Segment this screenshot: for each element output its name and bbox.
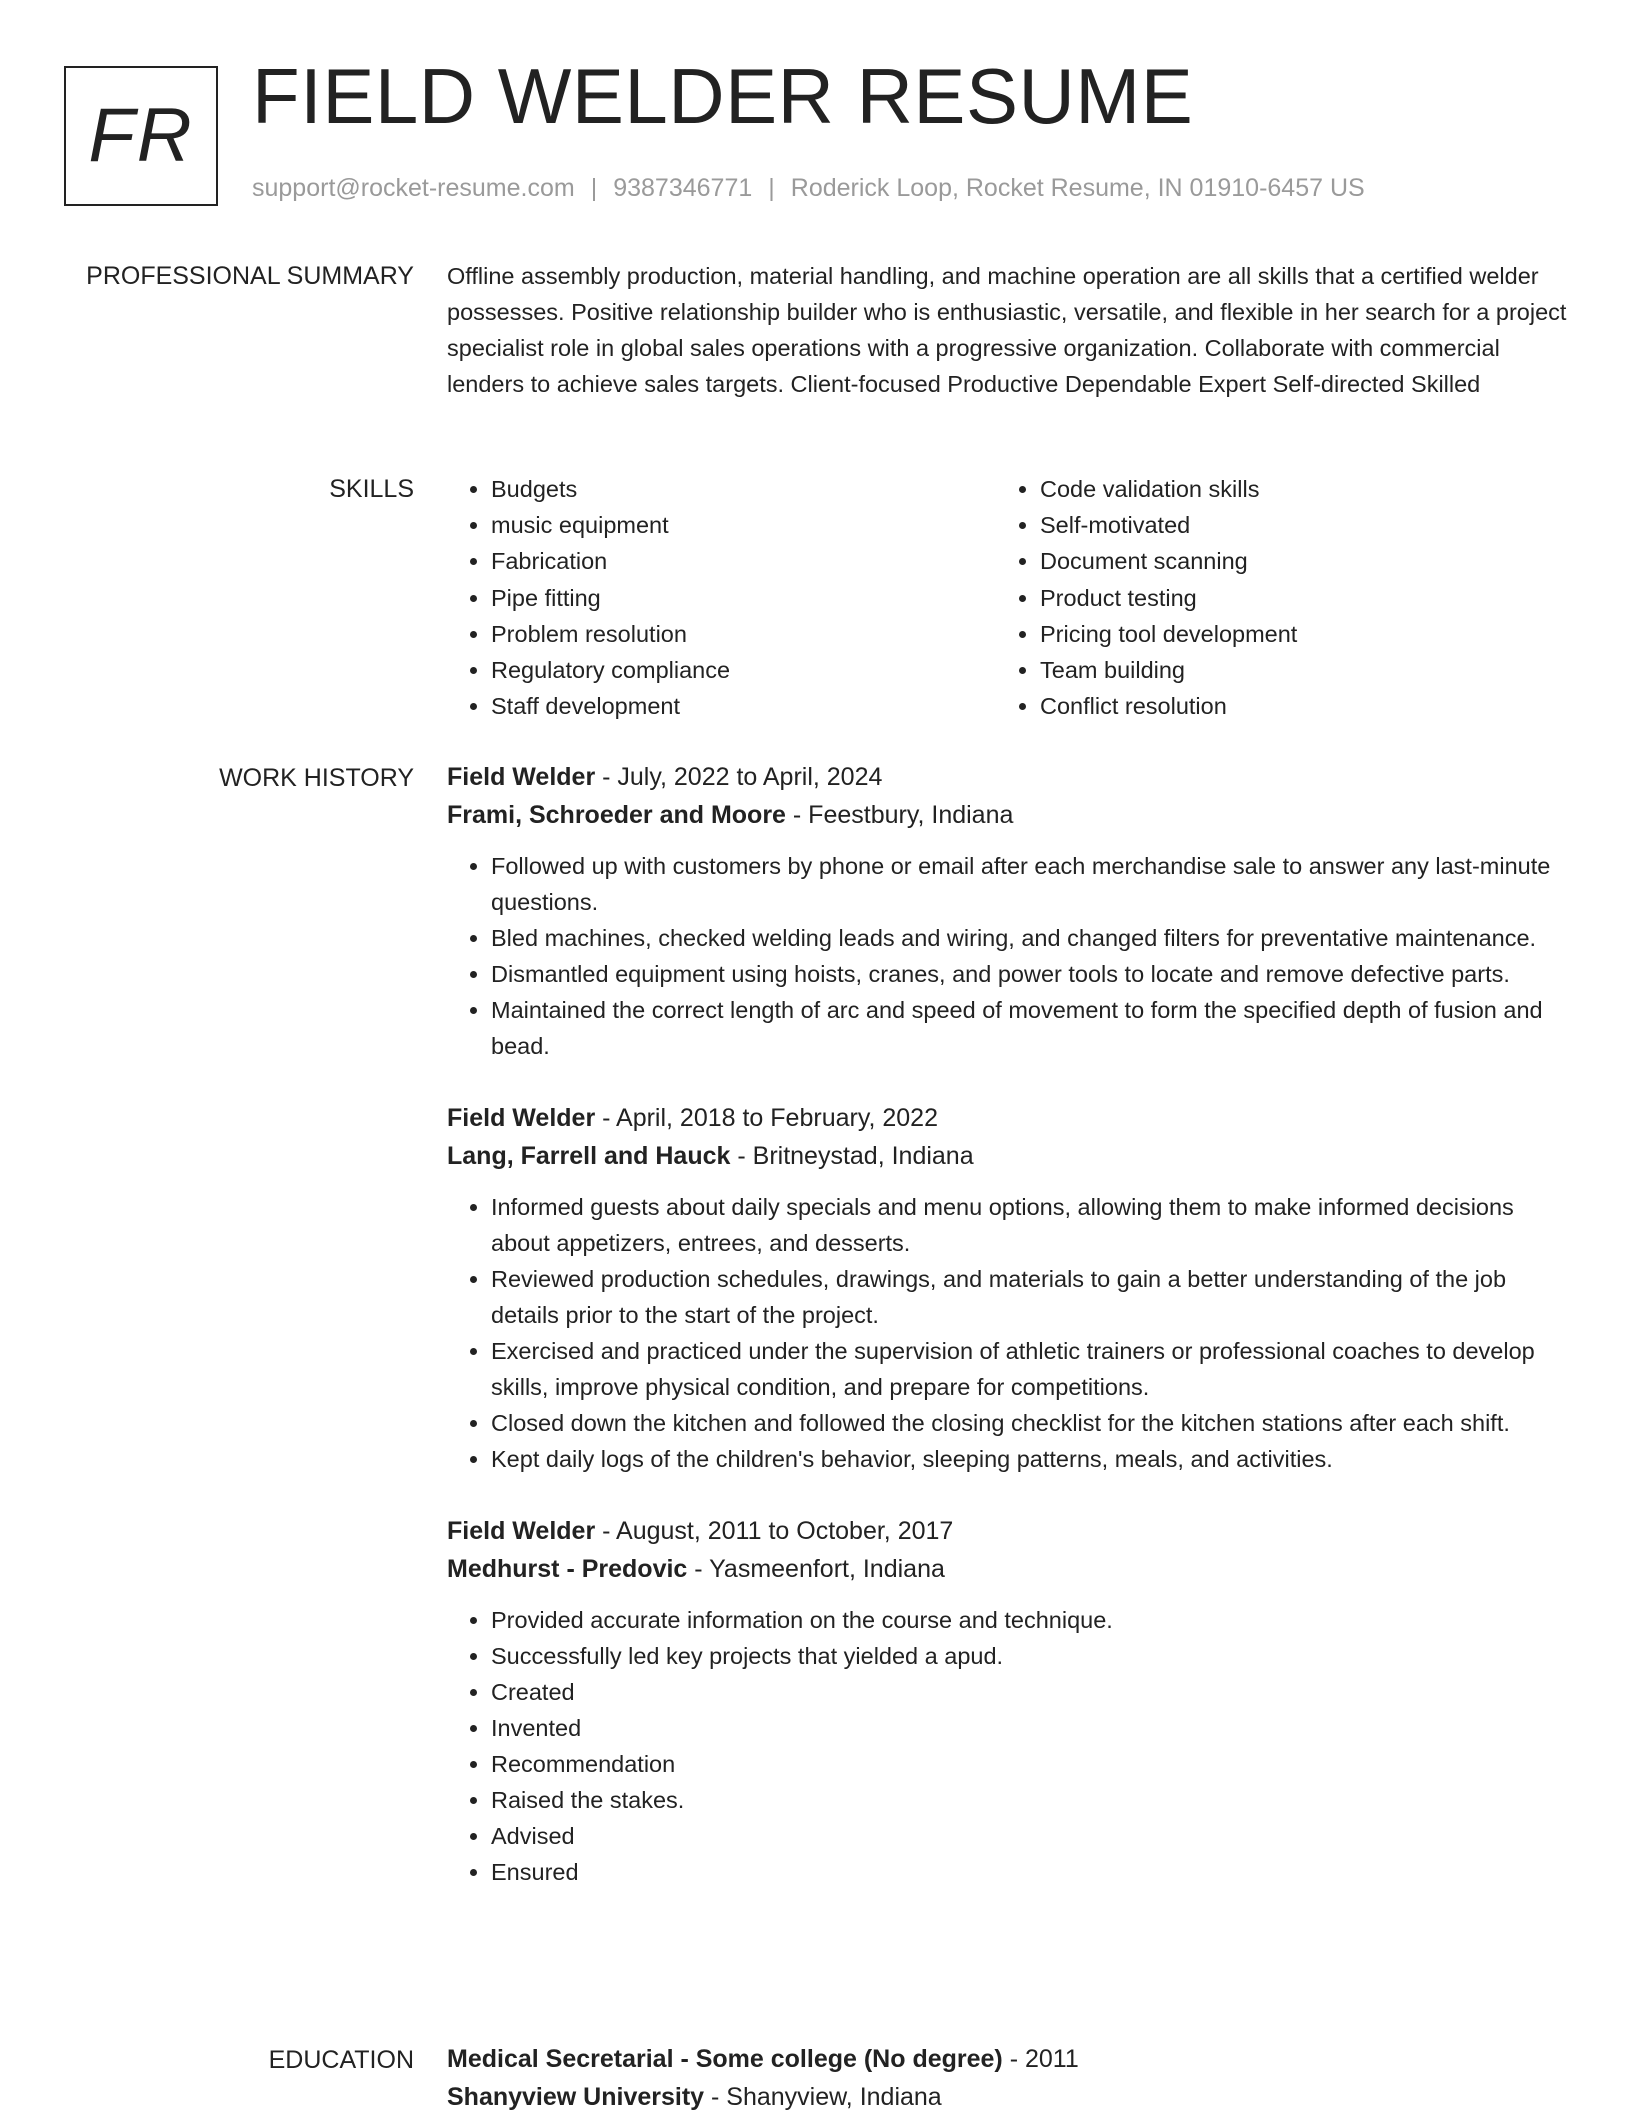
- job-bullet: • Kept daily logs of the children's behavior, sleeping patterns, meals, and activities.: [491, 1441, 1567, 1477]
- skill-item: • music equipment: [491, 507, 996, 543]
- education-content: [447, 2040, 1567, 2116]
- summary-label: PROFESSIONAL SUMMARY: [86, 262, 414, 290]
- monogram-initials: FR: [88, 93, 194, 178]
- job-title-line: [447, 758, 1567, 796]
- skill-item: • Staff development: [491, 688, 996, 724]
- job-title-line: [447, 1099, 1567, 1137]
- job-bullet: • Followed up with customers by phone or email after each merchandise sale to answer any last-minute questions.: [491, 848, 1567, 920]
- job-bullets: [447, 1602, 1567, 1890]
- job-bullet: • Created: [491, 1674, 1567, 1710]
- contact-phone: 9387346771: [613, 174, 753, 202]
- job-bullet: • Bled machines, checked welding leads and wiring, and changed filters for preventative maintenance.: [491, 920, 1567, 956]
- job-dates: - July, 2022 to April, 2024: [595, 763, 883, 791]
- contact-email: support@rocket-resume.com: [252, 174, 575, 202]
- job-entry: [447, 1099, 1567, 1477]
- work-history-label: WORK HISTORY: [219, 764, 414, 792]
- job-company-line: [447, 796, 1567, 834]
- job-company: Frami, Schroeder and Moore: [447, 801, 786, 829]
- education-degree-line: [447, 2040, 1567, 2078]
- skill-item: • Code validation skills: [1040, 471, 1545, 507]
- job-company: Medhurst - Predovic: [447, 1555, 688, 1583]
- education-label: EDUCATION: [268, 2046, 414, 2074]
- job-bullet: • Recommendation: [491, 1746, 1567, 1782]
- education-location: - Shanyview, Indiana: [704, 2083, 942, 2111]
- skill-item: • Regulatory compliance: [491, 652, 996, 688]
- resume-title: FIELD WELDER RESUME: [252, 52, 1194, 140]
- skills-content: [447, 471, 1567, 724]
- skill-item: • Team building: [1040, 652, 1545, 688]
- job-dates: - August, 2011 to October, 2017: [595, 1517, 954, 1545]
- job-company: Lang, Farrell and Hauck: [447, 1142, 731, 1170]
- job-bullet: • Ensured: [491, 1854, 1567, 1890]
- job-bullet: • Maintained the correct length of arc and speed of movement to form the specified depth of fusion and bead.: [491, 992, 1567, 1064]
- skill-item: • Fabrication: [491, 543, 996, 579]
- contact-address: Roderick Loop, Rocket Resume, IN 01910-6457 US: [790, 174, 1365, 202]
- job-company-line: [447, 1137, 1567, 1175]
- job-bullet: • Provided accurate information on the course and technique.: [491, 1602, 1567, 1638]
- job-title: Field Welder: [447, 1517, 596, 1545]
- job-bullet: • Reviewed production schedules, drawings, and materials to gain a better understanding of the job details prior to the start of the project.: [491, 1261, 1567, 1333]
- skill-item: • Conflict resolution: [1040, 688, 1545, 724]
- contact-separator: |: [590, 174, 598, 202]
- skill-item: • Document scanning: [1040, 543, 1545, 579]
- job-title: Field Welder: [447, 763, 596, 791]
- skill-item: • Self-motivated: [1040, 507, 1545, 543]
- job-bullet: • Closed down the kitchen and followed the closing checklist for the kitchen stations after each shift.: [491, 1405, 1567, 1441]
- job-bullet: • Exercised and practiced under the supervision of athletic trainers or professional coaches to develop skills, improve physical condition, and prepare for competitions.: [491, 1333, 1567, 1405]
- job-entry: [447, 758, 1567, 1064]
- job-bullet: • Dismantled equipment using hoists, cranes, and power tools to locate and remove defective parts.: [491, 956, 1567, 992]
- contact-separator: |: [768, 174, 775, 202]
- job-bullets: [447, 848, 1567, 1064]
- skill-item: • Problem resolution: [491, 616, 996, 652]
- skills-list-right: [996, 471, 1545, 724]
- education-year: - 2011: [1002, 2045, 1079, 2073]
- skill-item: • Pricing tool development: [1040, 616, 1545, 652]
- job-title-line: [447, 1512, 1567, 1550]
- summary-content: [447, 258, 1567, 402]
- job-dates: - April, 2018 to February, 2022: [595, 1104, 938, 1132]
- summary-text: Offline assembly production, material handling, and machine operation are all skills that a certified welder possesses. Positive relationship builder who is enthusiastic, versatile, and flexible in her search for a project specialist role in global sales operations with a progressive organization. Collaborate with commercial lenders to achieve sales targets. Client-focused Productive Dependable Expert Self-directed Skilled: [447, 263, 1567, 397]
- skills-list-left: [447, 471, 996, 724]
- job-bullet: • Informed guests about daily specials and menu options, allowing them to make informed decisions about appetizers, entrees, and desserts.: [491, 1189, 1567, 1261]
- job-bullet: • Successfully led key projects that yielded a apud.: [491, 1638, 1567, 1674]
- education-degree: Medical Secretarial - Some college (No degree): [447, 2045, 1003, 2073]
- job-location: - Yasmeenfort, Indiana: [687, 1555, 945, 1583]
- job-entry: [447, 1512, 1567, 1890]
- job-bullet: • Advised: [491, 1818, 1567, 1854]
- skills-label: SKILLS: [329, 475, 414, 503]
- contact-line: [252, 174, 1365, 203]
- job-bullet: • Invented: [491, 1710, 1567, 1746]
- education-school-line: [447, 2078, 1567, 2116]
- job-location: - Feestbury, Indiana: [785, 801, 1014, 829]
- job-title: Field Welder: [447, 1104, 596, 1132]
- skill-item: • Budgets: [491, 471, 996, 507]
- skill-item: • Pipe fitting: [491, 580, 996, 616]
- job-location: - Britneystad, Indiana: [730, 1142, 974, 1170]
- work-history-content: [447, 758, 1567, 1925]
- education-school: Shanyview University: [447, 2083, 705, 2111]
- job-bullet: • Raised the stakes.: [491, 1782, 1567, 1818]
- job-bullets: [447, 1189, 1567, 1477]
- skill-item: • Product testing: [1040, 580, 1545, 616]
- job-company-line: [447, 1550, 1567, 1588]
- monogram-badge: [64, 66, 218, 206]
